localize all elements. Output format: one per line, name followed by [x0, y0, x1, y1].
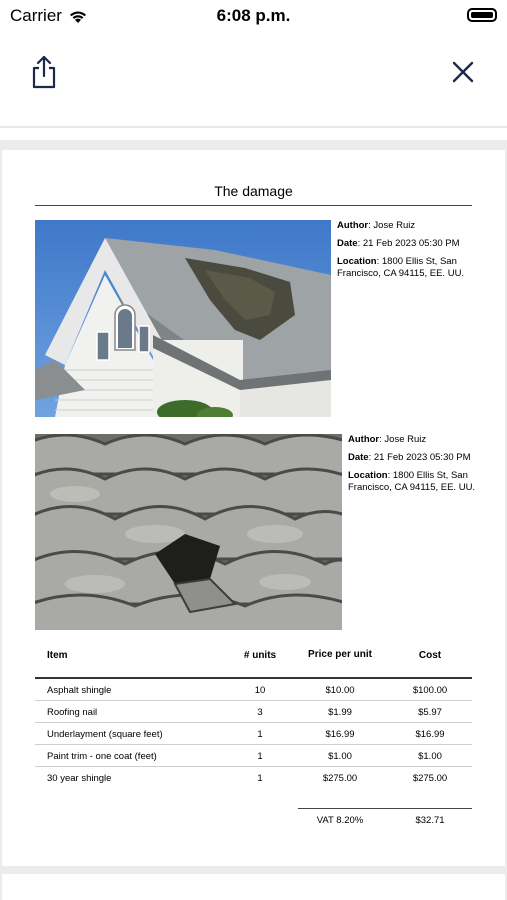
- vat-label: VAT 8.20%: [316, 815, 364, 826]
- column-header-units: # units: [243, 650, 277, 661]
- report-page: [2, 150, 505, 866]
- close-button[interactable]: [449, 58, 477, 86]
- vat-value: $32.71: [415, 815, 445, 826]
- photo-1-metadata: [337, 220, 482, 286]
- cell-units: 1: [257, 773, 263, 784]
- cell-cost: $100.00: [412, 685, 448, 696]
- location-value: : 1800 Ellis St, San Francisco, CA 94115, EE. UU.: [348, 470, 476, 493]
- next-page-preview: [2, 874, 505, 900]
- cell-units: 1: [257, 751, 263, 762]
- location-label: Location: [337, 256, 377, 267]
- battery-icon: [467, 8, 497, 22]
- cell-item: 30 year shingle: [47, 773, 112, 784]
- location-label: Location: [348, 470, 388, 481]
- column-header-item: Item: [47, 650, 68, 661]
- author-label: Author: [348, 434, 380, 445]
- table-row: [35, 745, 472, 767]
- table-row: [35, 767, 472, 789]
- author-label: Author: [337, 220, 369, 231]
- cell-item: Underlayment (square feet): [47, 729, 163, 740]
- cell-item: Roofing nail: [47, 707, 98, 718]
- cell-cost: $1.00: [418, 751, 442, 762]
- carrier-label: Carrier: [10, 6, 62, 25]
- cell-price: $16.99: [325, 729, 355, 740]
- date-value: : 21 Feb 2023 05:30 PM: [357, 238, 460, 249]
- table-row: [35, 701, 472, 723]
- report-title: The damage: [214, 183, 293, 199]
- cell-price: $275.00: [322, 773, 358, 784]
- date-label: Date: [348, 452, 369, 463]
- cell-units: 1: [257, 729, 263, 740]
- vat-divider: [298, 808, 472, 809]
- cell-cost: $16.99: [415, 729, 445, 740]
- cost-table-body: [35, 679, 472, 789]
- close-icon: [449, 58, 477, 86]
- share-icon: [28, 54, 60, 90]
- date-label: Date: [337, 238, 358, 249]
- column-header-price: Price per unit: [308, 649, 372, 660]
- cell-units: 3: [257, 707, 263, 718]
- table-row: [35, 679, 472, 701]
- cell-item: Asphalt shingle: [47, 685, 112, 696]
- cell-item: Paint trim - one coat (feet): [47, 751, 157, 762]
- title-divider: [35, 205, 472, 206]
- header-divider: [0, 126, 507, 128]
- date-value: : 21 Feb 2023 05:30 PM: [368, 452, 471, 463]
- author-value: : Jose Ruiz: [379, 434, 427, 445]
- roof-damage-photo-tiles: [35, 434, 342, 630]
- roof-damage-photo-house: [35, 220, 331, 417]
- status-bar: [0, 0, 507, 32]
- column-header-cost: Cost: [418, 650, 442, 661]
- cell-units: 10: [254, 685, 266, 696]
- cell-cost: $5.97: [418, 707, 442, 718]
- cell-price: $1.99: [328, 707, 352, 718]
- cell-cost: $275.00: [412, 773, 448, 784]
- cost-table-header: [35, 650, 472, 676]
- location-value: : 1800 Ellis St, San Francisco, CA 94115, EE. UU.: [337, 256, 465, 279]
- share-button[interactable]: [28, 54, 60, 90]
- status-time: 6:08 p.m.: [216, 6, 291, 25]
- table-row: [35, 723, 472, 745]
- cell-price: $10.00: [325, 685, 355, 696]
- nav-bar: [0, 40, 507, 110]
- author-value: : Jose Ruiz: [368, 220, 416, 231]
- photo-2-metadata: [348, 434, 480, 500]
- cell-price: $1.00: [328, 751, 352, 762]
